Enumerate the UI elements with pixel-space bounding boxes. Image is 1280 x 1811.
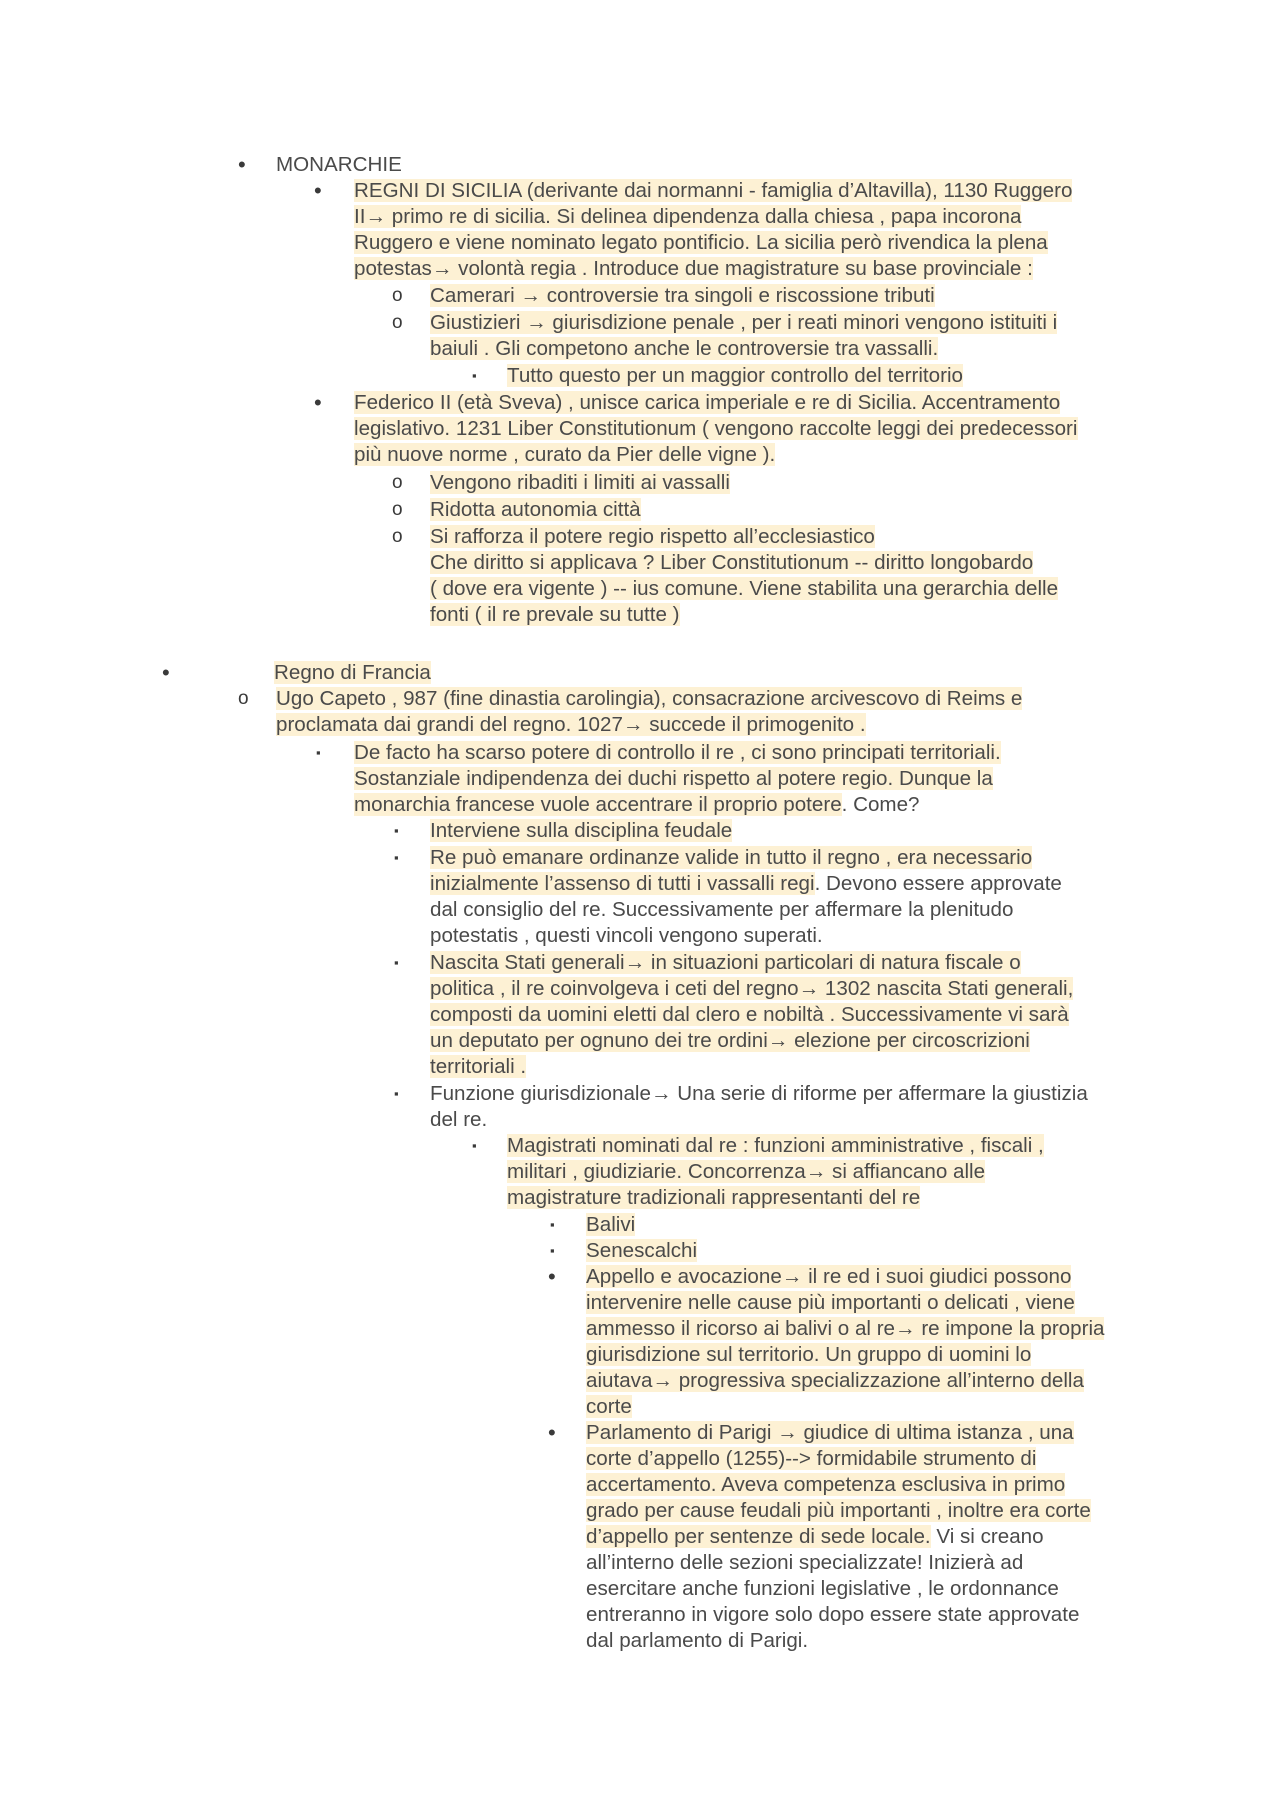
paragraph: Magistrati nominati dal re : funzioni amministrative , fiscali , militari , giudiziarie. Concorrenza→ si affiancano alle magistrature tradizionali rappresentanti del re [507,1134,1044,1209]
paragraph: Federico II (età Sveva) , unisce carica imperiale e re di Sicilia. Accentramento legislativo. 1231 Liber Constitutionum ( vengono raccolte leggi dei predecessori più nuove norme , curato da Pier delle vigne ). [354,391,1078,466]
paragraph: Re può emanare ordinanze valide in tutto il regno , era necessario inizialmente l’assenso di tutti i vassalli regi. Devono essere approvate dal consiglio del re. Successivamente per affermare la plenitudo potestatis , questi vincoli vengono superati. [430,846,1062,947]
paragraph: Parlamento di Parigi → giudice di ultima istanza , una corte d’appello (1255)--> formidabile strumento di accertamento. Aveva competenza esclusiva in primo grado per cause feudali più importanti , inoltre era corte d’appello per sentenze di sede locale. Vi si creano all’interno delle sezioni specializzate! Inizierà ad esercitare anche funzioni legislative , le ordonnance entreranno in vigore solo dopo essere state approvate dal parlamento di Parigi. [586,1421,1091,1652]
paragraph: Si rafforza il potere regio rispetto all’ecclesiastico Che diritto si applicava ? Liber Constitutionum -- diritto longobardo ( dove era vigente ) -- ius comune. Viene stabilita una gerarchia delle fonti ( il re prevale su tutte ) [430,525,1059,626]
bullet-marker: • [162,660,170,685]
bullet-marker: • [314,390,322,415]
bullet-marker: • [238,152,246,177]
heading-monarchie: MONARCHIE [276,153,402,176]
square-marker: ▪ [316,745,321,760]
square-marker: ▪ [394,955,399,970]
paragraph: Giustizieri → giurisdizione penale , per i reati minori vengono istituiti i baiuli . Gli competono anche le controversie tra vassalli. [430,311,1058,360]
square-marker: ▪ [472,1138,477,1153]
paragraph: Nascita Stati generali→ in situazioni particolari di natura fiscale o politica , il re coinvolgeva i ceti del regno→ 1302 nascita Stati generali, composti da uomini eletti dal clero e nobiltà . Successivamente vi sarà un deputato per ognuno dei tre ordini→ elezione per circoscrizioni territoriali . [430,951,1074,1078]
square-marker: ▪ [394,823,399,838]
circle-marker: o [392,499,403,520]
paragraph: Tutto questo per un maggior controllo del territorio [507,364,963,387]
square-marker: ▪ [394,850,399,865]
paragraph: Camerari → controversie tra singoli e riscossione tributi [430,284,935,307]
paragraph: De facto ha scarso potere di controllo il re , ci sono principati territoriali. Sostanziale indipendenza dei duchi rispetto al potere regio. Dunque la monarchia francese vuole accentrare il proprio potere. Come? [354,741,1001,816]
paragraph: Ugo Capeto , 987 (fine dinastia carolingia), consacrazione arcivescovo di Reims e proclamata dai grandi del regno. 1027→ succede il primogenito . [276,687,1023,736]
paragraph: REGNI DI SICILIA (derivante dai normanni - famiglia d’Altavilla), 1130 Ruggero II→ primo re di sicilia. Si delinea dipendenza dalla chiesa , papa incorona Ruggero e viene nominato legato pontificio. La sicilia però rivendica la plena potestas→ volontà regia . Introduce due magistrature su base provinciale : [354,179,1073,280]
paragraph: Interviene sulla disciplina feudale [430,819,733,842]
paragraph: Funzione giurisdizionale→ Una serie di riforme per affermare la giustizia del re. [430,1082,1088,1131]
paragraph: Vengono ribaditi i limiti ai vassalli [430,471,730,494]
circle-marker: o [392,285,403,306]
circle-marker: o [392,312,403,333]
paragraph: Appello e avocazione→ il re ed i suoi giudici possono intervenire nelle cause più importanti o delicati , viene ammesso il ricorso ai balivi o al re→ re impone la propria giurisdizione sul territorio. Un gruppo di uomini lo aiutava→ progressiva specializzazione all’interno della corte [586,1265,1105,1418]
circle-marker: o [392,472,403,493]
square-marker: ▪ [550,1217,555,1232]
circle-marker: o [238,688,249,709]
square-marker: ▪ [472,368,477,383]
square-marker: ▪ [550,1243,555,1258]
bullet-marker: • [314,178,322,203]
square-marker: ▪ [394,1086,399,1101]
paragraph: Balivi [586,1213,636,1236]
bullet-marker: • [548,1420,556,1445]
heading-regno-francia: Regno di Francia [274,661,431,684]
paragraph: Senescalchi [586,1239,698,1262]
bullet-marker: • [548,1264,556,1289]
circle-marker: o [392,526,403,547]
paragraph: Ridotta autonomia città [430,498,641,521]
